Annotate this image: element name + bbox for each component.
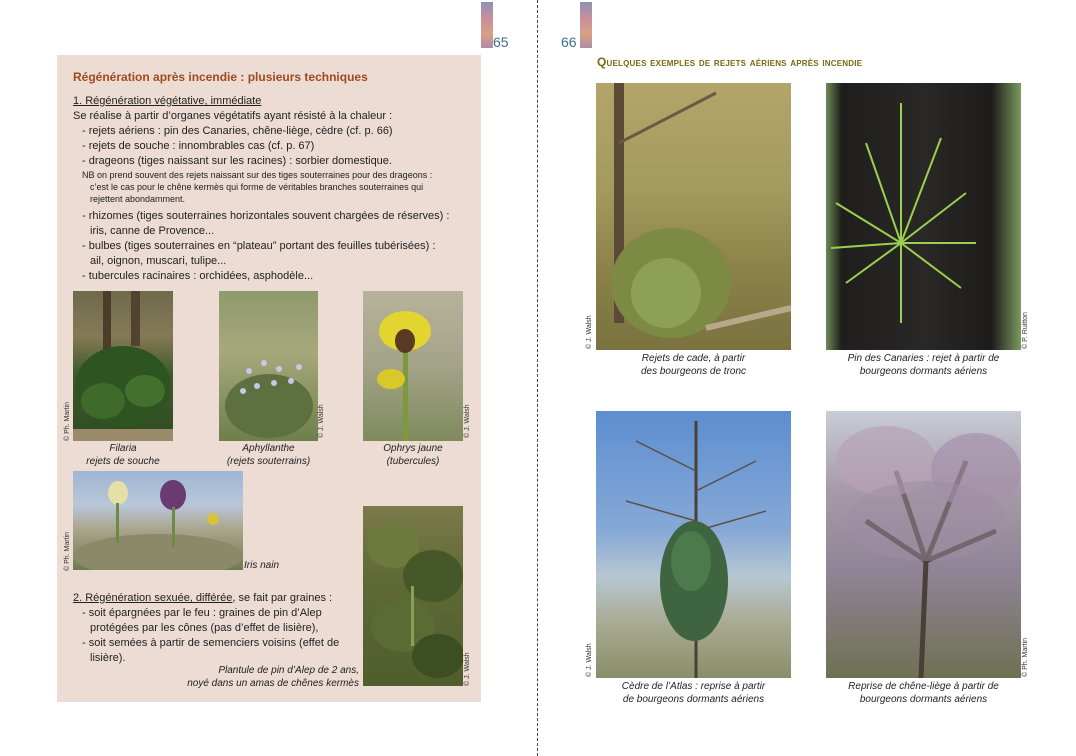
photo-caption — [596, 352, 791, 378]
photo-credit: © Ph. Martin — [1022, 637, 1029, 677]
photo-caption — [816, 352, 1031, 378]
section2-line: protégées par les cônes (pas d’effet de lisière), — [90, 622, 319, 634]
caption-line: Iris nain — [244, 560, 280, 571]
caption-line: de bourgeons dormants aériens — [622, 694, 765, 705]
caption-line: bourgeons dormants aériens — [859, 694, 988, 705]
section1-line: - rhizomes (tiges souterraines horizontales souvent chargées de réserves) : — [82, 210, 450, 222]
photo-credit: © J. Walsh — [464, 652, 471, 686]
caption-line: rejets de souche — [86, 456, 160, 467]
photo-credit: © Ph. Martin — [64, 531, 71, 571]
caption-line: des bourgeons de tronc — [640, 366, 747, 377]
chene-liege-illustration — [826, 411, 1021, 678]
caption-line: bourgeons dormants aériens — [859, 366, 988, 377]
photo-plantule-pin — [363, 506, 463, 686]
page-tab-right — [580, 2, 592, 48]
photo-caption — [211, 442, 326, 468]
photo-chene-liege — [826, 411, 1021, 678]
section2-heading-rest: , se fait par graines : — [232, 592, 333, 604]
cade-illustration — [596, 83, 791, 350]
photo-credit: © J. Walsh — [586, 315, 593, 349]
photo-credit: © J. Walsh — [318, 404, 325, 438]
photo-caption — [363, 442, 463, 468]
filaria-illustration — [73, 291, 173, 441]
photo-ophrys — [363, 291, 463, 441]
ophrys-illustration — [363, 291, 463, 441]
iris-illustration — [73, 471, 243, 570]
caption-line: Reprise de chêne-liège à partir de — [848, 681, 999, 692]
aphyllanthe-illustration — [219, 291, 318, 441]
caption-line: Ophrys jaune — [383, 443, 443, 454]
photo-aphyllanthe — [219, 291, 318, 441]
section1-line: Se réalise à partir d’organes végétatifs ayant résisté à la chaleur : — [73, 110, 393, 122]
nb-note-line: NB on prend souvent des rejets naissant sur des tiges souterraines pour des drageons : — [82, 170, 433, 180]
section1-line: - rejets de souche : innombrables cas (cf. p. 67) — [82, 140, 315, 152]
section1-line: - bulbes (tiges souterraines en “plateau” portant des feuilles tubérisées) : — [82, 240, 436, 252]
section1-line: iris, canne de Provence... — [90, 225, 215, 237]
photo-iris-nain — [73, 471, 243, 570]
plantule-illustration — [363, 506, 463, 686]
page-fold-divider — [537, 0, 538, 756]
caption-line: Filaria — [109, 443, 137, 454]
photo-credit: © J. Walsh — [464, 404, 471, 438]
page-tab-left — [481, 2, 493, 48]
photo-filaria — [73, 291, 173, 441]
right-page-title: Quelques exemples de rejets aériens après incendie — [597, 55, 863, 69]
section2-line: - soit épargnées par le feu : graines de pin d’Alep — [82, 607, 322, 619]
caption-line: Pin des Canaries : rejet à partir de — [847, 353, 1000, 364]
section1-line: - tubercules racinaires : orchidées, asphodèle... — [82, 270, 314, 282]
photo-caption — [244, 559, 279, 572]
caption-line: (rejets souterrains) — [226, 456, 311, 467]
photo-caption — [73, 442, 173, 468]
nb-note-line: c’est le cas pour le chêne kermès qui forme de véritables branches souterraines qui — [90, 182, 424, 192]
section1-heading: 1. Régénération végétative, immédiate — [73, 95, 262, 107]
pin-canaries-illustration — [826, 83, 1021, 350]
photo-caption — [596, 680, 791, 706]
section1-line: - drageons (tiges naissant sur les racines) : sorbier domestique. — [82, 155, 392, 167]
photo-pin-canaries — [826, 83, 1021, 350]
nb-note-line: rejettent abondamment. — [90, 194, 186, 204]
section2-heading-underlined: 2. Régénération sexuée, différée — [73, 592, 233, 604]
caption-line: noyé dans un amas de chênes kermès — [187, 678, 359, 689]
photo-credit: © J. Walsh — [586, 643, 593, 677]
section2-line: lisière). — [90, 652, 126, 664]
section2-line: - soit semées à partir de semenciers voisins (effet de — [82, 637, 340, 649]
section1-line: - rejets aériens : pin des Canaries, chêne-liège, cèdre (cf. p. 66) — [82, 125, 393, 137]
caption-line: (tubercules) — [386, 456, 440, 467]
caption-line: Aphyllanthe — [242, 443, 295, 454]
caption-line: Plantule de pin d’Alep de 2 ans, — [218, 665, 359, 676]
caption-line: Rejets de cade, à partir — [641, 353, 746, 364]
photo-caption — [176, 664, 359, 690]
section1-line: ail, oignon, muscari, tulipe... — [90, 255, 227, 267]
left-page-title: Régénération après incendie : plusieurs techniques — [73, 70, 368, 84]
photo-cedre — [596, 411, 791, 678]
page-number-left: 65 — [493, 34, 509, 50]
photo-credit: © Ph. Martin — [64, 401, 71, 441]
photo-credit: © P. Ruitton — [1022, 312, 1029, 349]
photo-cade — [596, 83, 791, 350]
section2-heading — [73, 591, 332, 606]
photo-caption — [816, 680, 1031, 706]
page-number-right: 66 — [561, 34, 577, 50]
caption-line: Cèdre de l’Atlas : reprise à partir — [621, 681, 766, 692]
cedre-illustration — [596, 411, 791, 678]
